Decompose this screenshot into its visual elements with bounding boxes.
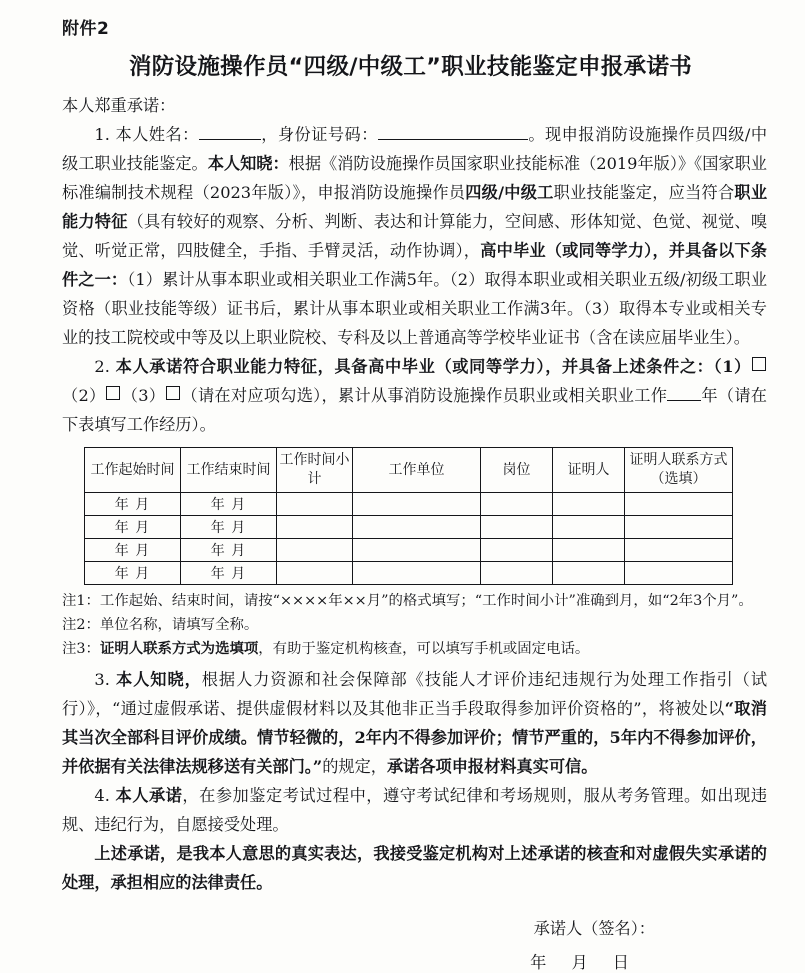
- cell-start-time[interactable]: 年 月: [85, 562, 181, 585]
- clause-4-text-2: ，在参加鉴定考试过程中，遵守考试纪律和考场规则，服从考务管理。如出现违规、违纪行为，自愿接受处理。: [62, 786, 768, 834]
- cell-start-time[interactable]: 年 月: [85, 493, 181, 516]
- clause-1-conditions: （1）累计从事本职业或相关职业工作满5年。（2）取得本职业或相关职业五级/初级工职业资格（职业技能等级）证书后，累计从事本职业或相关职业工作满3年。（3）取得本专业或相关专业的技工院校或中等及以上职业院校、专科及以上普通高等学校毕业证书（含在读应届毕业生）。: [62, 270, 768, 347]
- cell-work-unit[interactable]: [353, 516, 481, 539]
- clause-2-text-5: 年（请在下表填写工作经历）。: [62, 386, 767, 434]
- clause-3-number: 3.: [94, 670, 110, 689]
- clause-4: [62, 781, 767, 839]
- cell-end-time[interactable]: 年 月: [181, 539, 277, 562]
- cell-witness[interactable]: [553, 516, 625, 539]
- closing-statement: 上述承诺，是我本人意思的真实表达，我接受鉴定机构对上述承诺的核查和对虚假失实承诺的处理，承担相应的法律责任。: [62, 844, 767, 892]
- note-2: 注2：单位名称，请填写全称。: [62, 617, 259, 633]
- cell-witness-contact[interactable]: [625, 562, 733, 585]
- col-total-time: 工作时间小计: [277, 448, 353, 493]
- table-row[interactable]: [85, 562, 733, 585]
- clause-1-number: 1.: [94, 125, 110, 144]
- clause-3-text-4: 的规定，: [322, 757, 387, 776]
- years-blank[interactable]: [667, 400, 701, 401]
- cell-start-time[interactable]: 年 月: [85, 539, 181, 562]
- clause-1-education: 高中毕业（或同等学力）: [480, 241, 653, 260]
- clause-1-text-1: 本人姓名：: [115, 125, 199, 144]
- date-line[interactable]: 年 月 日: [530, 953, 639, 972]
- table-row[interactable]: [85, 516, 733, 539]
- cell-post[interactable]: [481, 493, 553, 516]
- col-start-time: 工作起始时间: [85, 448, 181, 493]
- clause-1-ability: 职业能力特征: [62, 183, 768, 231]
- attachment-label: 附件2: [62, 19, 110, 39]
- cell-end-time[interactable]: 年 月: [181, 493, 277, 516]
- lead-paragraph: 本人郑重承诺：: [62, 96, 176, 115]
- cell-witness[interactable]: [553, 493, 625, 516]
- cell-post[interactable]: [481, 539, 553, 562]
- table-header-row: [85, 448, 733, 493]
- checkbox-condition-3[interactable]: [166, 386, 180, 400]
- cell-witness-contact[interactable]: [625, 516, 733, 539]
- cell-start-time[interactable]: 年 月: [85, 516, 181, 539]
- checkbox-condition-2[interactable]: [106, 386, 120, 400]
- clause-1-text-9: （具有较好的观察、分析、判断、表达和计算能力，空间感、形体知觉、色觉、视觉、嗅觉、听觉正常，四肢健全，手指、手臂灵活，动作协调），: [62, 212, 768, 260]
- clause-1-text-2: ，身份证号码：: [260, 125, 378, 144]
- work-experience-table: [84, 447, 733, 585]
- cell-work-unit[interactable]: [353, 539, 481, 562]
- note-1: 注1：工作起始、结束时间，请按“××××年××月”的格式填写；“工作时间小计”准确到月，如“2年3个月”。: [62, 593, 753, 609]
- cell-total-time[interactable]: [277, 539, 353, 562]
- clause-1-text-7: 职业技能鉴定，应当符合: [553, 183, 735, 202]
- clause-2: [62, 352, 767, 439]
- cell-work-unit[interactable]: [353, 562, 481, 585]
- cell-end-time[interactable]: 年 月: [181, 562, 277, 585]
- clause-2-text-3: （3）: [121, 386, 166, 405]
- col-work-unit: 工作单位: [353, 448, 481, 493]
- clause-2-text-2: （2）: [62, 386, 106, 405]
- note-3-prefix: 注3：: [62, 641, 100, 657]
- clause-1-know: 本人知晓：: [207, 154, 289, 173]
- clause-1: [62, 120, 767, 352]
- note-3: [62, 637, 767, 661]
- page-title: 消防设施操作员“四级/中级工”职业技能鉴定申报承诺书: [128, 54, 693, 80]
- clause-2-number: 2.: [94, 357, 110, 376]
- clause-2-text-4: （请在对应项勾选），累计从事消防设施操作员职业或相关职业工作: [181, 386, 668, 405]
- clause-1-text-11: ，并具备以下条件之一：: [62, 241, 767, 289]
- clause-1-text-3: 。现申报消防设施操作员四级/中级工职业技能鉴定。: [62, 125, 768, 173]
- clause-4-promise: 本人承诺: [115, 786, 183, 805]
- cell-total-time[interactable]: [277, 493, 353, 516]
- table-row[interactable]: [85, 539, 733, 562]
- clause-1-text-5: 根据《消防设施操作员国家职业技能标准（2019年版）》《国家职业标准编制技术规程（2023年版）》，申报消防设施操作员: [62, 154, 767, 202]
- cell-post[interactable]: [481, 562, 553, 585]
- clause-3: [62, 665, 767, 781]
- clause-3-know: 本人知晓，: [115, 670, 202, 689]
- cell-witness-contact[interactable]: [625, 493, 733, 516]
- checkbox-condition-1[interactable]: [752, 357, 766, 371]
- table-notes: [62, 589, 767, 661]
- cell-post[interactable]: [481, 516, 553, 539]
- work-experience-table-wrap: [84, 447, 732, 585]
- col-witness: 证明人: [553, 448, 625, 493]
- cell-witness[interactable]: [553, 539, 625, 562]
- clause-1-level: 四级/中级工: [465, 183, 554, 202]
- col-post: 岗位: [481, 448, 553, 493]
- name-blank[interactable]: [199, 139, 261, 140]
- note-3-rest: ，有助于鉴定机构核查，可以填写手机或固定电话。: [258, 641, 590, 657]
- signature-line[interactable]: 承诺人（签名）：: [533, 919, 655, 938]
- clause-3-promise: 承诺各项申报材料真实可信。: [386, 757, 598, 776]
- col-end-time: 工作结束时间: [181, 448, 277, 493]
- clause-3-text-2: 根据人力资源和社会保障部《技能人才评价违纪违规行为处理工作指引（试行）》，“通过虚假承诺、提供虚假材料以及其他非正当手段取得参加评价资格的”，将被处以: [62, 670, 768, 718]
- id-number-blank[interactable]: [378, 139, 528, 140]
- cell-total-time[interactable]: [277, 516, 353, 539]
- clause-2-text-1: 本人承诺符合职业能力特征，具备高中毕业（或同等学力），并具备上述条件之：（1）: [115, 357, 751, 376]
- clause-3-penalty: “取消其当次全部科目评价成绩。情节轻微的，2年内不得参加评价；情节严重的，5年内不得参加评价，并依据有关法律法规移送有关部门。”: [62, 699, 767, 776]
- cell-end-time[interactable]: 年 月: [181, 516, 277, 539]
- clause-4-number: 4.: [94, 786, 110, 805]
- cell-work-unit[interactable]: [353, 493, 481, 516]
- cell-witness-contact[interactable]: [625, 539, 733, 562]
- col-witness-contact: 证明人联系方式（选填）: [625, 448, 733, 493]
- cell-total-time[interactable]: [277, 562, 353, 585]
- table-row[interactable]: [85, 493, 733, 516]
- cell-witness[interactable]: [553, 562, 625, 585]
- note-3-emphasis: 证明人联系方式为选填项: [99, 640, 259, 657]
